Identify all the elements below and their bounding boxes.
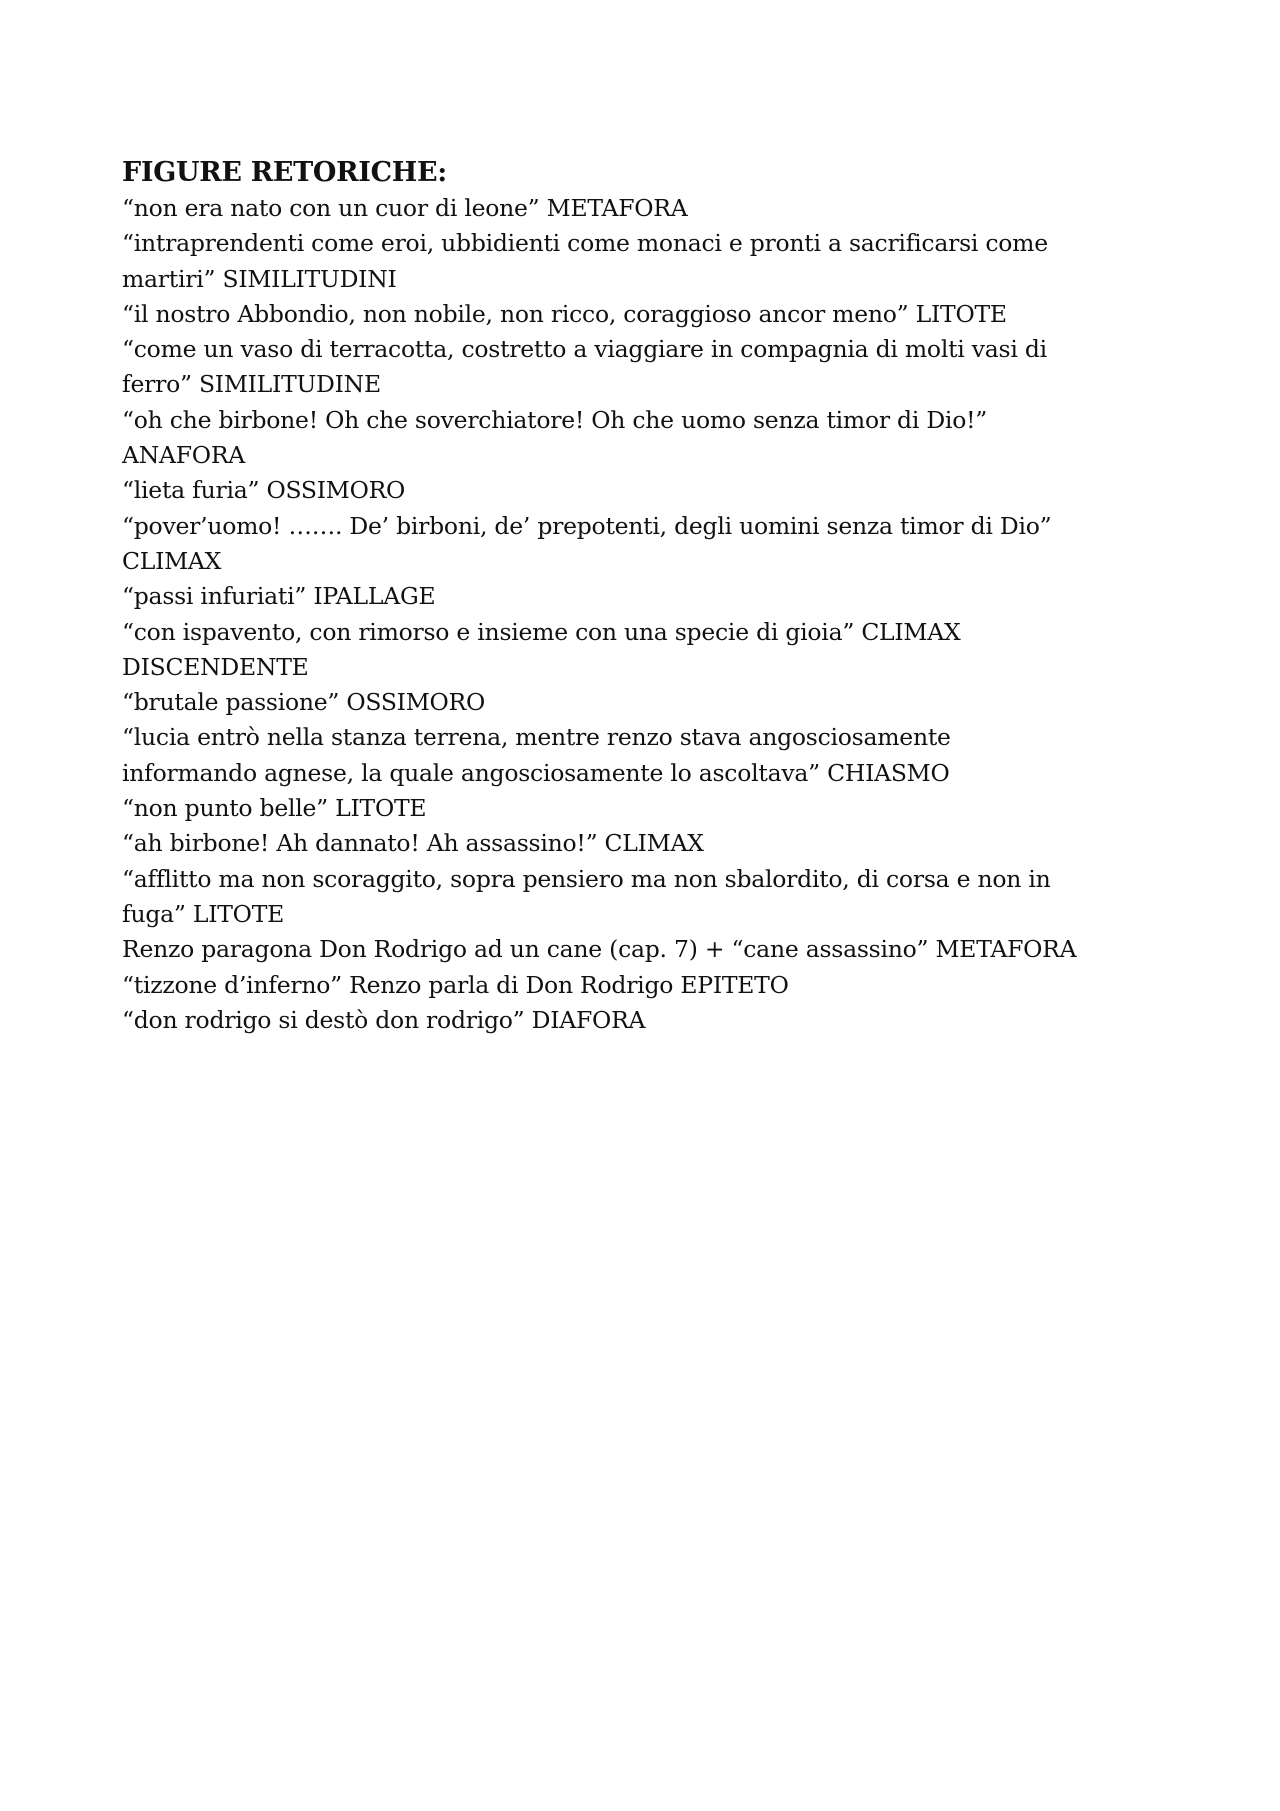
text-line: “intraprendenti come eroi, ubbidienti come monaci e pronti a sacrificarsi come	[122, 229, 1048, 258]
text-line: Renzo paragona Don Rodrigo ad un cane (cap. 7) + “cane assassino” METAFORA	[122, 935, 1077, 964]
text-line: “non punto belle” LITOTE	[122, 794, 427, 823]
text-line: ferro” SIMILITUDINE	[122, 370, 381, 399]
text-line: ANAFORA	[122, 441, 245, 470]
text-line: informando agnese, la quale angosciosamente lo ascoltava” CHIASMO	[122, 758, 950, 787]
text-lines	[122, 191, 1182, 1038]
document-content	[122, 155, 1182, 1038]
text-line: “il nostro Abbondio, non nobile, non ricco, coraggioso ancor meno” LITOTE	[122, 299, 1007, 328]
text-line: “lucia entrò nella stanza terrena, mentre renzo stava angosciosamente	[122, 723, 951, 752]
text-line: “con ispavento, con rimorso e insieme con una specie di gioia” CLIMAX	[122, 617, 961, 646]
text-line: “come un vaso di terracotta, costretto a viaggiare in compagnia di molti vasi di	[122, 335, 1047, 364]
text-line: “don rodrigo si destò don rodrigo” DIAFORA	[122, 1005, 646, 1034]
document-title: FIGURE RETORICHE:	[122, 157, 447, 188]
text-line: “pover’uomo! ……. De’ birboni, de’ prepotenti, degli uomini senza timor di Dio”	[122, 511, 1052, 540]
text-line: “passi infuriati” IPALLAGE	[122, 582, 436, 611]
text-line: CLIMAX	[122, 546, 222, 575]
text-line: “tizzone d’inferno” Renzo parla di Don Rodrigo EPITETO	[122, 970, 789, 999]
text-line: “brutale passione” OSSIMORO	[122, 688, 486, 717]
text-line: “non era nato con un cuor di leone” METAFORA	[122, 194, 688, 222]
text-line: “afflitto ma non scoraggito, sopra pensiero ma non sbalordito, di corsa e non in	[122, 864, 1051, 893]
text-line: “lieta furia” OSSIMORO	[122, 476, 406, 505]
text-line: DISCENDENTE	[122, 652, 309, 681]
text-line: martiri” SIMILITUDINI	[122, 264, 397, 293]
text-line: “oh che birbone! Oh che soverchiatore! Oh che uomo senza timor di Dio!”	[122, 405, 988, 434]
text-line: fuga” LITOTE	[122, 899, 285, 928]
text-line: “ah birbone! Ah dannato! Ah assassino!” CLIMAX	[122, 829, 704, 858]
